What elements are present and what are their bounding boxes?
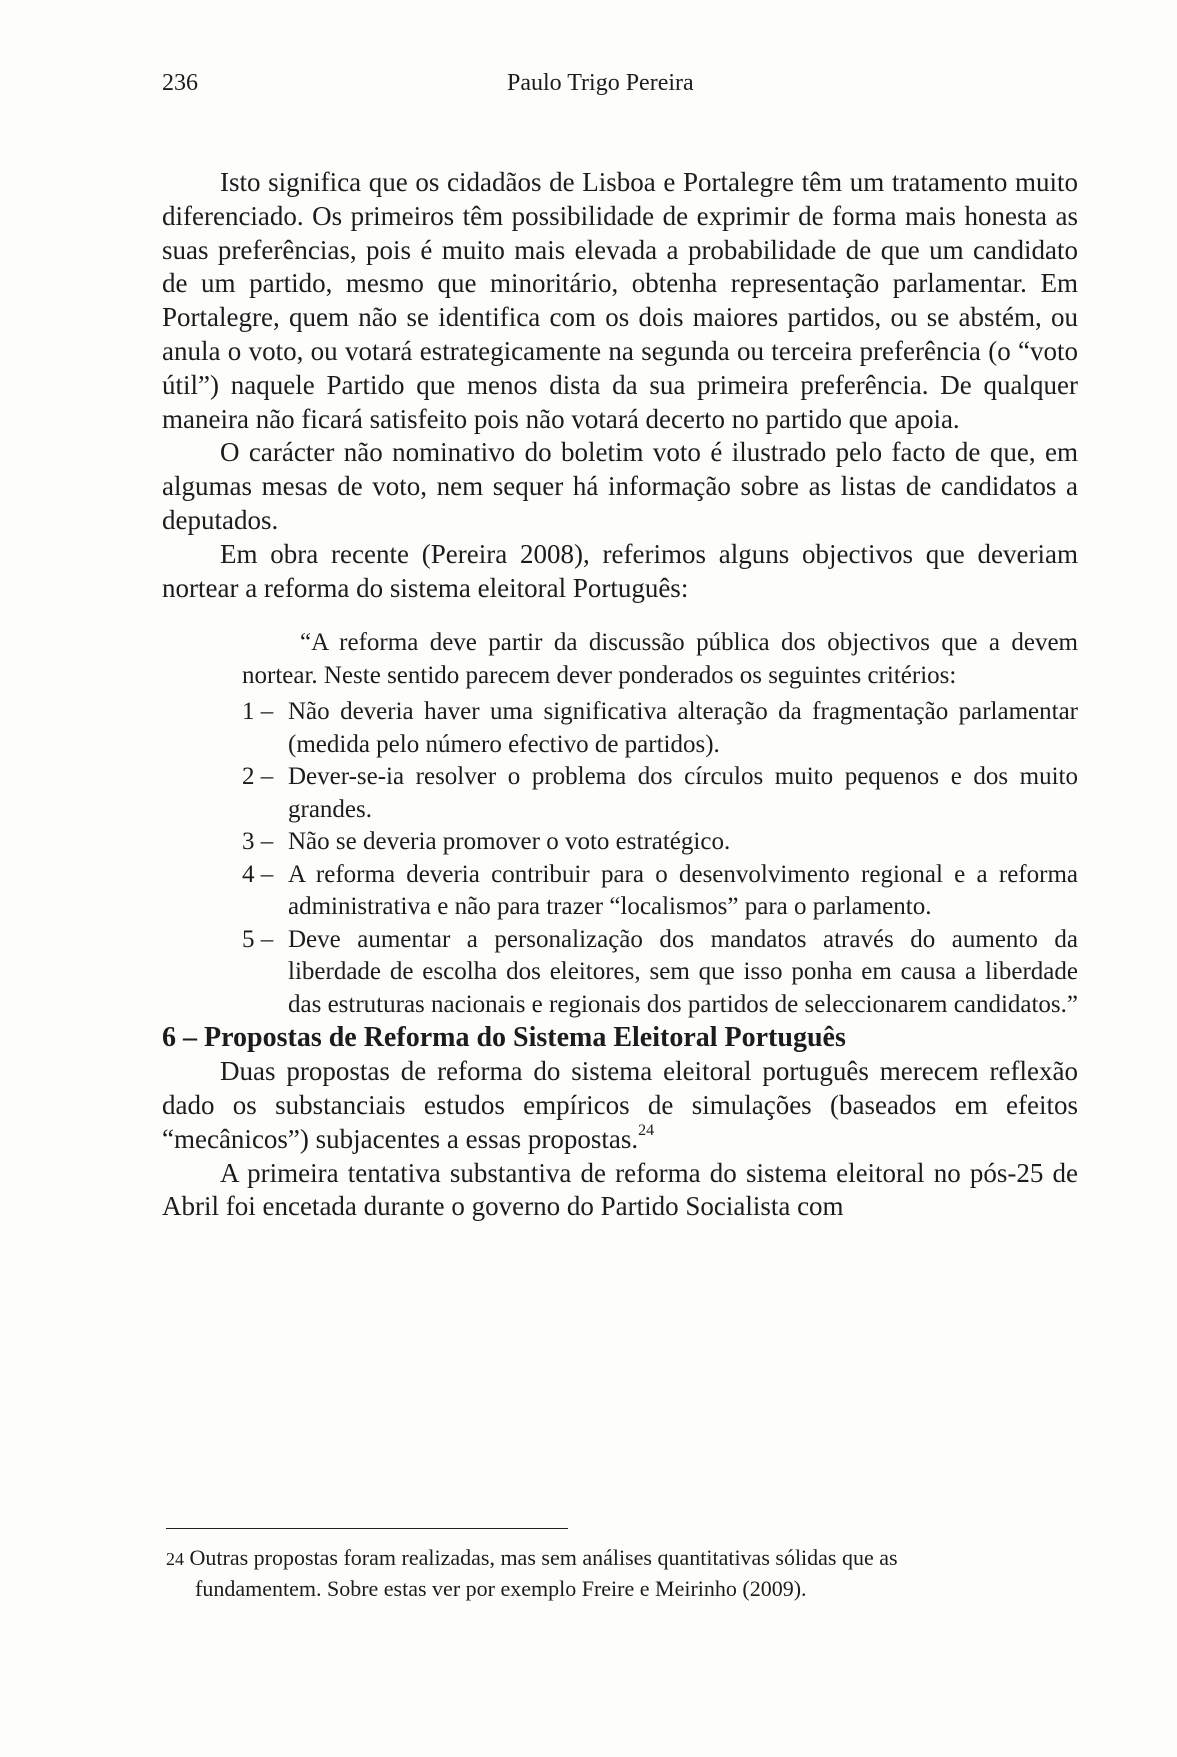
footnote-text-line: Outras propostas foram realizadas, mas sem análises quantitativas sólidas que as	[189, 1545, 898, 1570]
body-text	[162, 166, 1078, 1224]
block-quote	[242, 627, 1078, 1021]
list-item-number: 5 –	[242, 925, 274, 953]
list-item	[242, 859, 1078, 924]
list-item-text: Deve aumentar a personalização dos mandatos através do aumento da liberdade de escolha dos eleitores, sem que isso ponha em causa a liberdade das estruturas nacionais e regionais dos partidos de seleccionarem candidatos.”	[288, 925, 1079, 1018]
paragraph: Isto significa que os cidadãos de Lisboa e Portalegre têm um tratamento muito diferenciado. Os primeiros têm possibilidade de exprimir de forma mais honesta as suas preferências, pois é muito mais elevada a probabilidade de que um candidato de um partido, mesmo que minoritário, obtenha representação parlamentar. Em Portalegre, quem não se identifica com os dois maiores partidos, ou se abstém, ou anula o voto, ou votará estrategicamente na segunda ou terceira preferência (o “voto útil”) naquele Partido que menos dista da sua primeira preferência. De qualquer maneira não ficará satisfeito pois não votará decerto no partido que apoia.	[162, 167, 1078, 434]
list-item	[242, 696, 1078, 761]
list-item	[242, 924, 1078, 1022]
paragraph	[162, 1055, 1078, 1156]
list-item-number: 1 –	[242, 698, 274, 726]
paragraph: A primeira tentativa substantiva de reforma do sistema eleitoral no pós-25 de Abril foi encetada durante o governo do Partido Socialista com	[162, 1157, 1078, 1222]
list-item-text: Não deveria haver uma significativa alteração da fragmentação parlamentar (medida pelo número efectivo de partidos).	[288, 698, 1078, 758]
footnote-text-line: fundamentem. Sobre estas ver por exemplo Freire e Meirinho (2009).	[195, 1576, 807, 1601]
list-item-text: Dever-se-ia resolver o problema dos círculos muito pequenos e dos muito grandes.	[288, 763, 1078, 823]
paragraph-text: Duas propostas de reforma do sistema eleitoral português merecem reflexão dado os substanciais estudos empíricos de simulações (baseados em efeitos “mecânicos”) subjacentes a essas propostas.	[162, 1056, 1078, 1154]
quote-intro: “A reforma deve partir da discussão pública dos objectivos que a devem nortear. Neste sentido parecem dever ponderados os seguintes critérios:	[242, 629, 1078, 689]
list-item-number: 3 –	[242, 828, 274, 856]
list-item	[242, 761, 1078, 826]
list-item-text: Não se deveria promover o voto estratégico.	[288, 828, 731, 856]
footnote-reference: 24	[638, 1121, 655, 1139]
footnote-number: 24	[166, 1549, 184, 1569]
list-item-number: 4 –	[242, 860, 274, 888]
footnote	[166, 1543, 1078, 1603]
paragraph: O carácter não nominativo do boletim voto é ilustrado pelo facto de que, em algumas mesas de voto, nem sequer há informação sobre as listas de candidatos a deputados.	[162, 437, 1078, 535]
footnote-divider	[166, 1528, 568, 1529]
list-item	[242, 826, 1078, 859]
section-heading: 6 – Propostas de Reforma do Sistema Eleitoral Português	[162, 1022, 846, 1054]
paragraph: Em obra recente (Pereira 2008), referimos alguns objectivos que deveriam nortear a reforma do sistema eleitoral Português:	[162, 538, 1078, 603]
list-item-text: A reforma deveria contribuir para o desenvolvimento regional e a reforma administrativa e não para trazer “localismos” para o parlamento.	[288, 860, 1078, 921]
criteria-list	[242, 696, 1078, 1021]
page-number: 236	[162, 70, 198, 96]
running-head	[162, 70, 1078, 104]
list-item-number: 2 –	[242, 763, 274, 791]
running-head-author: Paulo Trigo Pereira	[507, 70, 694, 96]
